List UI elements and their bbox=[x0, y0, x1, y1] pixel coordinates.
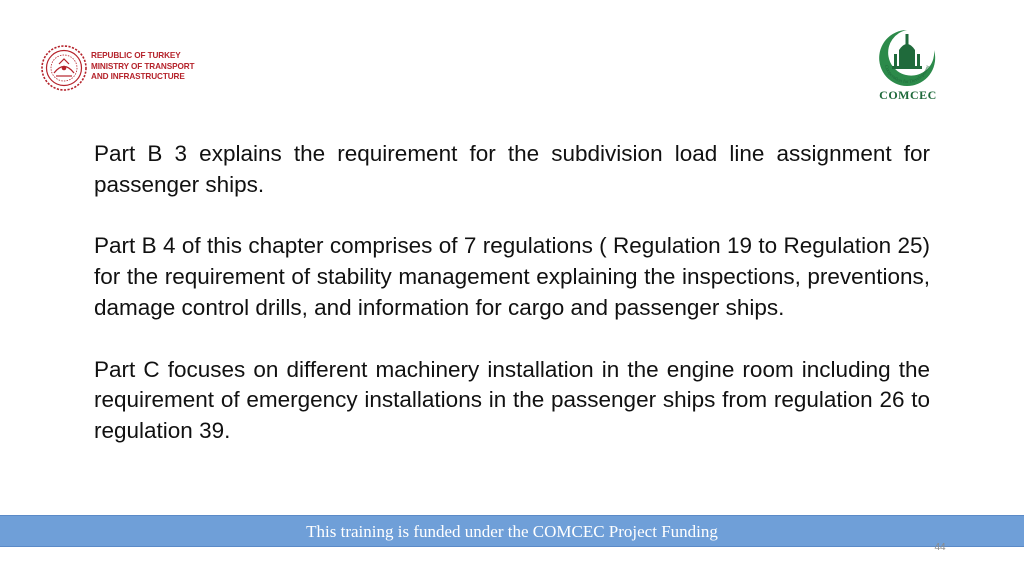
ministry-line-2: MINISTRY OF TRANSPORT bbox=[91, 61, 195, 71]
ministry-line-3: AND INFRASTRUCTURE bbox=[91, 72, 185, 81]
slide-body bbox=[94, 139, 930, 447]
ministry-logo bbox=[40, 40, 195, 98]
paragraph-part-b4: Part B 4 of this chapter comprises of 7 regulations ( Regulation 19 to Regulation 25) for the requirement of stability management explaining the inspections, preventions, damage control drills, and information for cargo and passenger ships. bbox=[94, 233, 930, 320]
paragraph-part-c: Part C focuses on different machinery installation in the engine room including the requirement of emergency installations in the passenger ships from regulation 26 to regulation 39. bbox=[94, 356, 930, 444]
page-number: 44 bbox=[934, 542, 946, 553]
comcec-logo bbox=[868, 26, 948, 106]
ministry-name bbox=[91, 51, 194, 83]
comcec-arc-text: Cooperation for Development bbox=[882, 64, 932, 86]
comcec-emblem-icon bbox=[874, 26, 940, 88]
turkey-ministry-emblem-icon bbox=[40, 40, 90, 96]
paragraph-part-b3: Part B 3 explains the requirement for the subdivision load line assignment for passenger ships. bbox=[94, 141, 930, 197]
comcec-name: COMCEC bbox=[879, 88, 937, 102]
footer-band bbox=[0, 515, 1024, 547]
footer-funding-text: This training is funded under the COMCEC Project Funding bbox=[306, 522, 718, 541]
ministry-line-1: REPUBLIC OF TURKEY bbox=[91, 51, 181, 60]
